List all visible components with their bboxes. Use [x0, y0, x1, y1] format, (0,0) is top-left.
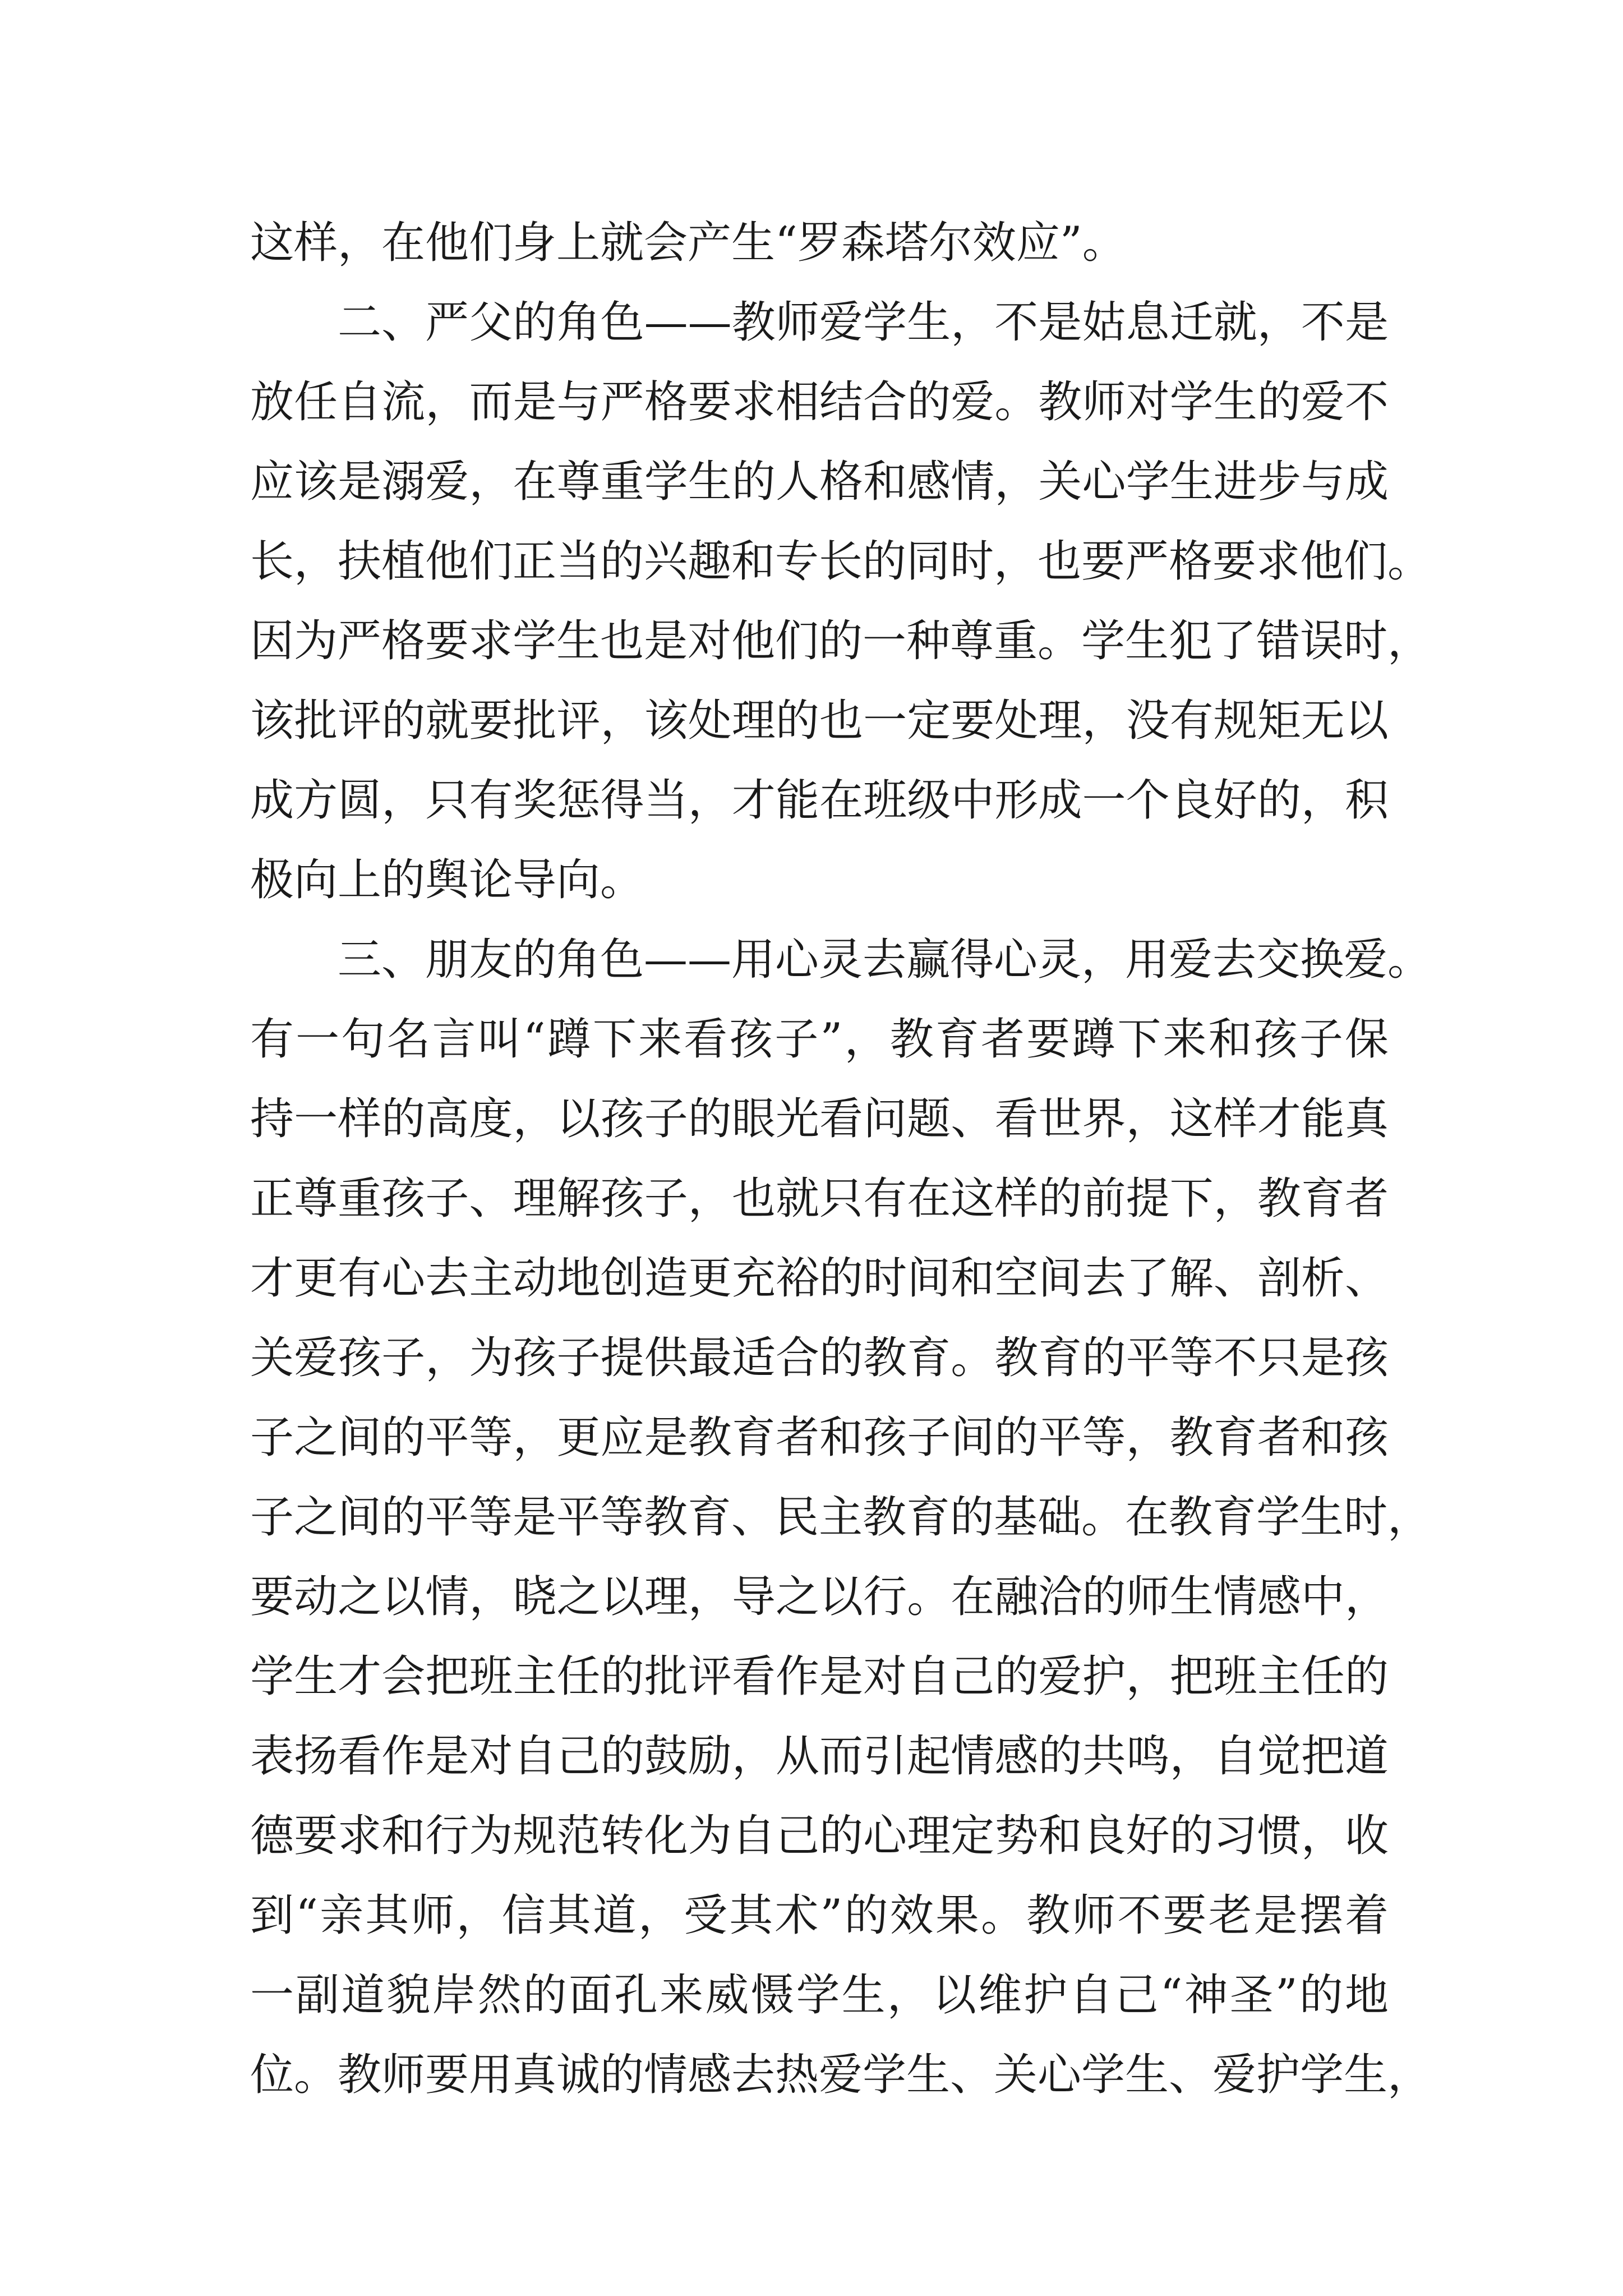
body-text: [250, 203, 1432, 2115]
text-line: 该批评的就要批评，该处理的也一定要处理，没有规矩无以: [250, 696, 1389, 746]
text-line: 要动之以情，晓之以理，导之以行。在融洽的师生情感中，: [250, 1572, 1389, 1622]
text-line: 应该是溺爱，在尊重学生的人格和感情，关心学生进步与成: [250, 457, 1389, 507]
text-line: 成方圆，只有奖惩得当，才能在班级中形成一个良好的，积: [250, 775, 1389, 826]
text-line: 一副道貌岸然的面孔来威慑学生，以维护自己“神圣”的地: [250, 1970, 1389, 2021]
text-line: 放任自流，而是与严格要求相结合的爱。教师对学生的爱不: [250, 377, 1389, 427]
text-line: 学生才会把班主任的批评看作是对自己的爱护，把班主任的: [250, 1651, 1389, 1702]
text-line: 长，扶植他们正当的兴趣和专长的同时，也要严格要求他们。: [250, 536, 1432, 587]
text-line: 因为严格要求学生也是对他们的一种尊重。学生犯了错误时，: [250, 616, 1432, 666]
text-line: 极向上的舆论导向。: [250, 855, 644, 905]
text-line: 关爱孩子，为孩子提供最适合的教育。教育的平等不只是孩: [250, 1333, 1389, 1383]
text-line: 到“亲其师，信其道，受其术”的效果。教师不要老是摆着: [250, 1890, 1389, 1941]
text-line: 位。教师要用真诚的情感去热爱学生、关心学生、爱护学生，: [250, 2050, 1432, 2100]
text-line: 德要求和行为规范转化为自己的心理定势和良好的习惯，收: [250, 1811, 1389, 1861]
text-line: 持一样的高度，以孩子的眼光看问题、看世界，这样才能真: [250, 1094, 1389, 1144]
text-line: 这样，在他们身上就会产生“罗森塔尔效应”。: [250, 218, 1126, 268]
text-line: 子之间的平等，更应是教育者和孩子间的平等，教育者和孩: [250, 1412, 1389, 1463]
text-line: 正尊重孩子、理解孩子，也就只有在这样的前提下，教育者: [250, 1174, 1389, 1224]
text-line: 子之间的平等是平等教育、民主教育的基础。在教育学生时，: [250, 1492, 1432, 1543]
text-line: 才更有心去主动地创造更充裕的时间和空间去了解、剖析、: [250, 1253, 1389, 1304]
paragraph-first-line: 三、朋友的角色——用心灵去赢得心灵，用爱去交换爱。: [338, 935, 1432, 985]
paragraph-first-line: 二、严父的角色——教师爱学生，不是姑息迁就，不是: [338, 297, 1389, 348]
text-line: 有一句名言叫“蹲下来看孩子”，教育者要蹲下来和孩子保: [250, 1014, 1389, 1065]
text-line: 表扬看作是对自己的鼓励，从而引起情感的共鸣，自觉把道: [250, 1731, 1389, 1782]
